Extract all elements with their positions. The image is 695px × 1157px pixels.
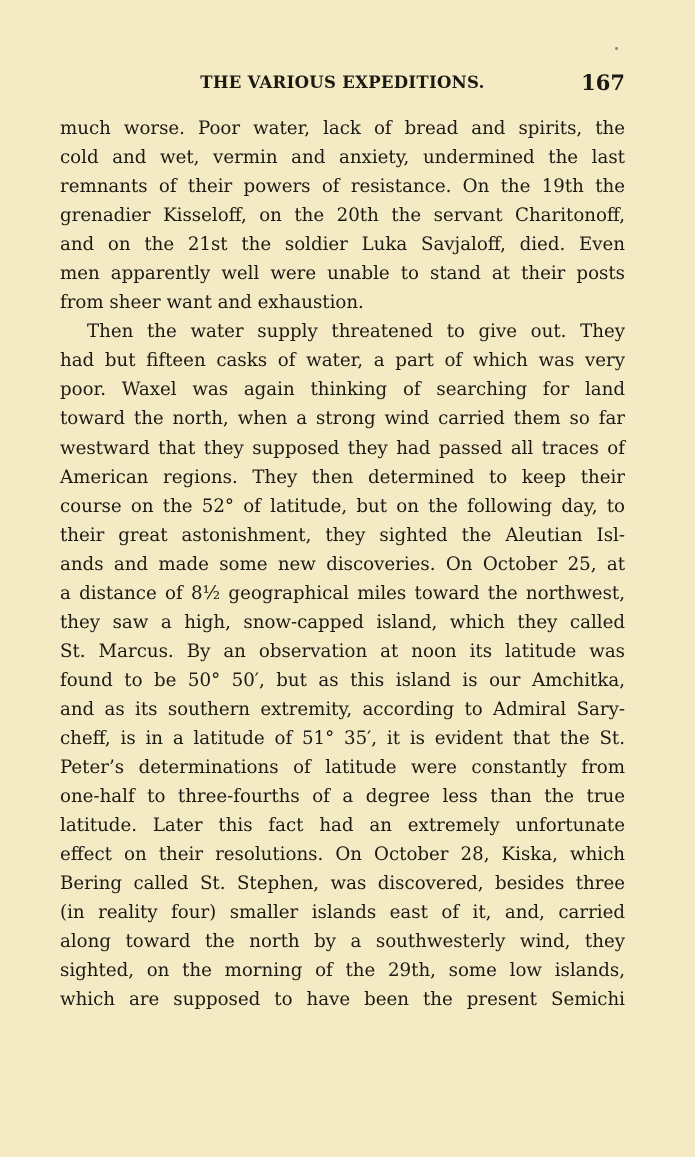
text-line: ands and made some new discoveries. On October 25, at bbox=[60, 553, 625, 575]
text-line: their great astonishment, they sighted the Aleutian Isl- bbox=[60, 524, 625, 546]
text-line: one-half to three-fourths of a degree less than the true bbox=[60, 786, 625, 808]
text-line: found to be 50° 50′, but as this island is our Amchitka, bbox=[60, 669, 625, 691]
text-line: along toward the north by a southwesterly wind, they bbox=[60, 931, 625, 953]
text-line: (in reality four) smaller islands east of it, and, carried bbox=[60, 902, 625, 924]
text-line: poor. Waxel was again thinking of searching for land bbox=[60, 379, 625, 401]
text-line: sighted, on the morning of the 29th, some low islands, bbox=[60, 960, 625, 982]
running-head: THE VARIOUS EXPEDITIONS. bbox=[200, 73, 485, 92]
text-line: much worse. Poor water, lack of bread and spirits, the bbox=[60, 118, 625, 139]
text-line: men apparently well were unable to stand at their posts bbox=[60, 263, 625, 285]
text-line: westward that they supposed they had passed all traces of bbox=[60, 437, 625, 459]
text-line: remnants of their powers of resistance. On the 19th the bbox=[60, 176, 625, 198]
text-line: and on the 21st the soldier Luka Savjaloff, died. Even bbox=[60, 234, 625, 256]
text-line: cheff, is in a latitude of 51° 35′, it is evident that the St. bbox=[60, 727, 625, 749]
text-line: from sheer want and exhaustion. bbox=[60, 292, 364, 314]
page-number: 167 bbox=[581, 70, 625, 95]
text-line: effect on their resolutions. On October 28, Kiska, which bbox=[60, 844, 625, 866]
paragraph-2 bbox=[60, 317, 625, 1014]
text-line: grenadier Kisseloff, on the 20th the servant Charitonoff, bbox=[60, 205, 625, 227]
text-line: and as its southern extremity, according to Admiral Sary- bbox=[60, 698, 625, 720]
text-line: latitude. Later this fact had an extremely unfortunate bbox=[60, 815, 625, 837]
text-line: which are supposed to have been the present Semichi bbox=[60, 989, 625, 1011]
text-line: a distance of 8½ geographical miles toward the northwest, bbox=[60, 582, 625, 604]
text-line: St. Marcus. By an observation at noon its latitude was bbox=[60, 640, 625, 662]
text-line: cold and wet, vermin and anxiety, undermined the last bbox=[60, 147, 625, 169]
text-line: Peter’s determinations of latitude were constantly from bbox=[60, 757, 625, 779]
body-text bbox=[60, 114, 625, 1014]
page-header bbox=[60, 70, 625, 100]
text-line: course on the 52° of latitude, but on the following day, to bbox=[60, 495, 625, 517]
text-line: had but fifteen casks of water, a part of which was very bbox=[60, 350, 625, 372]
text-line: Then the water supply threatened to give out. They bbox=[87, 321, 625, 343]
text-line: they saw a high, snow-capped island, which they called bbox=[60, 611, 625, 633]
text-line: Bering called St. Stephen, was discovered, besides three bbox=[60, 873, 625, 895]
text-line: American regions. They then determined to keep their bbox=[60, 466, 625, 488]
text-line: toward the north, when a strong wind carried them so far bbox=[60, 408, 625, 430]
paragraph-1 bbox=[60, 114, 625, 317]
ink-speck bbox=[615, 47, 618, 50]
